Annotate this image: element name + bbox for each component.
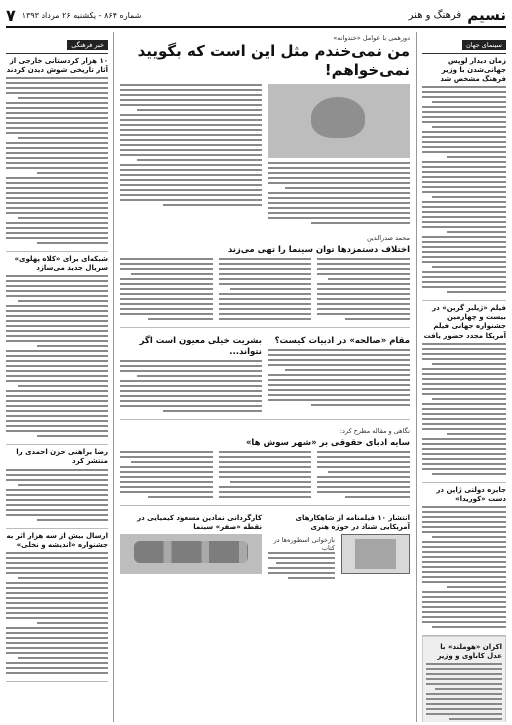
- page-number: ۷: [6, 5, 16, 25]
- quote-title: بشریت خیلی معیون است اگر نتواند...: [139, 335, 262, 357]
- film-article: [120, 425, 410, 506]
- bottom-row: [120, 511, 410, 582]
- left-column: [6, 32, 114, 722]
- review-byline: محمد صدرالدین: [367, 233, 410, 242]
- section-name: فرهنگ و هنر: [408, 9, 462, 21]
- bottom-article: [120, 511, 262, 582]
- book-cover-photo: [341, 534, 410, 574]
- left-article-2-title: شبکه‌ای برای «کلاه پهلوی» سریال جدید می‌سازد: [14, 255, 108, 273]
- exhibit-title: انتشار ۱۰ فیلمنامه از شاهکارهای آمریکایی شناد در حوزه هنری: [295, 513, 410, 531]
- bottom-title: کارگردانی نمادین مسعود کیمیایی در نقطه «صفر» سینما: [137, 513, 262, 531]
- left-article-3: [6, 448, 108, 528]
- right-article-3: [422, 486, 506, 636]
- left-article-3-title: رضا براهنی حزن احمدی را منتشر کرد: [16, 448, 108, 466]
- lead-headline: من نمی‌خندم مثل این است که بگویید نمی‌خواهم!: [137, 42, 410, 79]
- right-article-2-title: فیلم «ژیلبر گرین» در بیست و چهارمین جشنواره جهانی فیلم آمریکا مجدد حضور یافت: [423, 304, 506, 340]
- exhibit-article: [268, 511, 410, 582]
- left-article-1-title: ۱۰ هزار کردستانی خارجی از آثار تاریخی شوش دیدن کردند: [6, 57, 108, 75]
- right-article-1-title: زمان دیدار لوپس جهانی‌شدن با وزیر فرهنگ مشخص شد: [440, 57, 506, 84]
- issue-info: [6, 6, 141, 25]
- film-kicker: نگاهی و مقاله مطرح کرد:: [339, 426, 410, 435]
- left-article-1: [6, 57, 108, 252]
- center-column: [120, 32, 410, 722]
- essay-title: مقام «صالحه» در ادبیات کیست؟: [274, 335, 410, 346]
- essay-and-quote: [120, 333, 410, 420]
- right-section-label: سینمای جهان: [462, 40, 506, 50]
- right-article-2: [422, 304, 506, 482]
- right-article-4-title: اکران «هوملند» با عدل کاباوی و وزیر: [437, 642, 502, 660]
- newspaper-logo: نسیم: [467, 6, 506, 24]
- quote-article: [120, 333, 262, 415]
- group-photo: [120, 534, 262, 574]
- left-article-4: [6, 532, 108, 682]
- left-section-label: خبر فرهنگی: [67, 40, 108, 50]
- lead-photo: [268, 84, 410, 158]
- right-article-3-title: جایزه دولتی ژاپن در دست «کوریدا»: [436, 485, 506, 503]
- right-article-4: [422, 636, 506, 722]
- review-article: [120, 232, 410, 328]
- masthead: [6, 4, 506, 28]
- right-article-1: [422, 57, 506, 301]
- left-article-4-title: ارسال بیش از سه هزار اثر به جشنواره «اندیشه و نخلی»: [6, 531, 108, 549]
- lead-story: [120, 32, 410, 227]
- film-title: سایه ادبای حقوقی بر «شهر سوش ها»: [245, 437, 410, 448]
- essay-article: [268, 333, 410, 415]
- review-title: اختلاف دستمزدها توان سینما را تهی می‌زند: [227, 244, 410, 255]
- lead-kicker: دورهمی با عوامل «خندوانه»: [333, 34, 410, 42]
- brand: [409, 6, 506, 24]
- right-column: [416, 32, 506, 722]
- left-article-2: [6, 255, 108, 445]
- issue-date: شماره ۸۶۴ - یکشنبه ۲۶ مرداد ۱۳۹۳: [21, 10, 142, 20]
- exhibit-subtitle: بازخوانی اسطوره‌ها در کتاب: [273, 535, 335, 552]
